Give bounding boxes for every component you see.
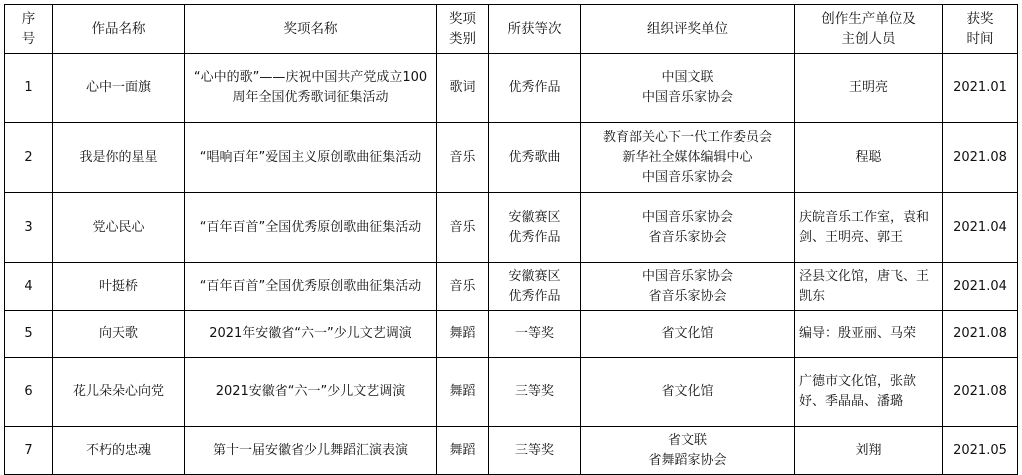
table-row [5,311,1018,358]
cell-rank: 优秀歌曲 [489,123,581,193]
cell-date: 2021.08 [943,358,1018,427]
table-row [5,263,1018,311]
cell-work: 叶挺桥 [53,263,185,311]
cell-date: 2021.04 [943,193,1018,263]
cell-rank: 三等奖 [489,358,581,427]
header-creator: 创作生产单位及 主创人员 [795,5,943,54]
table-row [5,358,1018,427]
cell-creator: 程聪 [795,123,943,193]
table-row [5,54,1018,123]
cell-creator: 刘翔 [795,427,943,475]
cell-org: 中国音乐家协会 省音乐家协会 [581,193,795,263]
table-row [5,193,1018,263]
cell-org: 教育部关心下一代工作委员会 新华社全媒体编辑中心 中国音乐家协会 [581,123,795,193]
cell-date: 2021.08 [943,311,1018,358]
cell-date: 2021.04 [943,263,1018,311]
cell-rank: 安徽赛区 优秀作品 [489,193,581,263]
cell-category: 音乐 [437,193,489,263]
cell-no: 1 [5,54,53,123]
cell-category: 舞蹈 [437,358,489,427]
cell-award: 2021安徽省“六一”少儿文艺调演 [185,358,437,427]
cell-work: 心中一面旗 [53,54,185,123]
header-category: 奖项 类别 [437,5,489,54]
cell-no: 5 [5,311,53,358]
cell-category: 舞蹈 [437,427,489,475]
cell-creator: 王明亮 [795,54,943,123]
cell-org: 中国音乐家协会 省音乐家协会 [581,263,795,311]
cell-creator: 庆皖音乐工作室，袁和剑、王明亮、郭王 [795,193,943,263]
cell-creator: 编导：殷亚丽、马荣 [795,311,943,358]
cell-category: 歌词 [437,54,489,123]
cell-rank: 优秀作品 [489,54,581,123]
cell-date: 2021.08 [943,123,1018,193]
cell-award: “百年百首”全国优秀原创歌曲征集活动 [185,263,437,311]
cell-rank: 安徽赛区 优秀作品 [489,263,581,311]
cell-award: “心中的歌”——庆祝中国共产党成立100周年全国优秀歌词征集活动 [185,54,437,123]
cell-work: 花儿朵朵心向党 [53,358,185,427]
cell-org: 省文化馆 [581,358,795,427]
table-row [5,123,1018,193]
cell-award: 2021年安徽省“六一”少儿文艺调演 [185,311,437,358]
cell-work: 党心民心 [53,193,185,263]
cell-no: 7 [5,427,53,475]
awards-table-container [4,4,1018,475]
header-row [5,5,1018,54]
header-date: 获奖 时间 [943,5,1018,54]
cell-award: “唱响百年”爱国主义原创歌曲征集活动 [185,123,437,193]
cell-work: 向天歌 [53,311,185,358]
cell-no: 4 [5,263,53,311]
awards-table [4,4,1018,475]
cell-org: 省文化馆 [581,311,795,358]
cell-category: 音乐 [437,263,489,311]
cell-award: 第十一届安徽省少儿舞蹈汇演表演 [185,427,437,475]
cell-work: 我是你的星星 [53,123,185,193]
cell-no: 3 [5,193,53,263]
cell-org: 省文联 省舞蹈家协会 [581,427,795,475]
cell-no: 6 [5,358,53,427]
cell-category: 舞蹈 [437,311,489,358]
cell-org: 中国文联 中国音乐家协会 [581,54,795,123]
cell-date: 2021.05 [943,427,1018,475]
cell-work: 不朽的忠魂 [53,427,185,475]
cell-date: 2021.01 [943,54,1018,123]
cell-category: 音乐 [437,123,489,193]
cell-rank: 一等奖 [489,311,581,358]
header-award: 奖项名称 [185,5,437,54]
cell-creator: 广德市文化馆，张歆妤、季晶晶、潘璐 [795,358,943,427]
header-no: 序 号 [5,5,53,54]
header-org: 组织评奖单位 [581,5,795,54]
header-rank: 所获等次 [489,5,581,54]
header-work: 作品名称 [53,5,185,54]
cell-creator: 泾县文化馆，唐飞、王凯东 [795,263,943,311]
cell-no: 2 [5,123,53,193]
cell-rank: 三等奖 [489,427,581,475]
table-row [5,427,1018,475]
cell-award: “百年百首”全国优秀原创歌曲征集活动 [185,193,437,263]
